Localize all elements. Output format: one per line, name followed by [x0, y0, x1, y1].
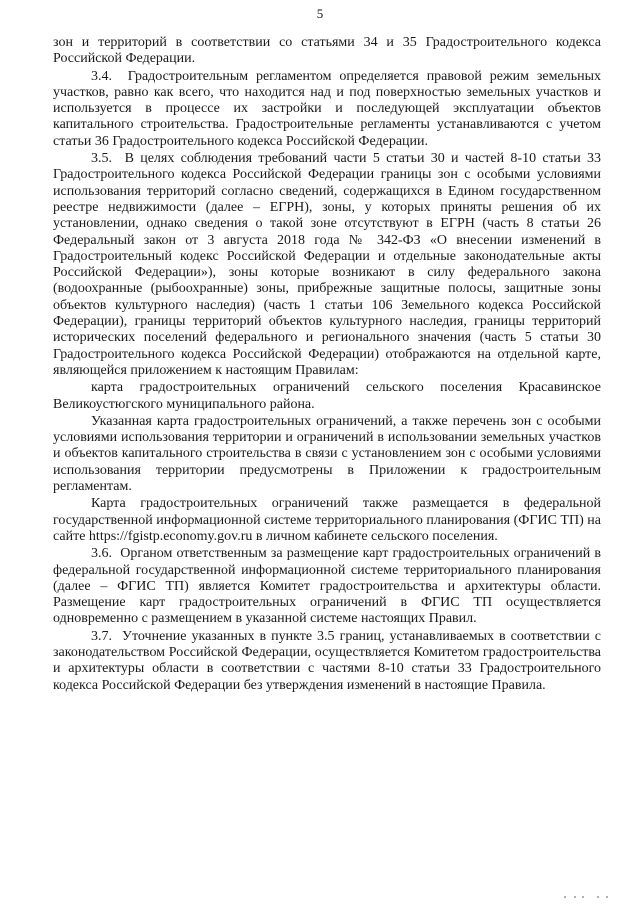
paragraph-3-5: 3.5. В целях соблюдения требований части 5 статьи 30 и частей 8-10 статьи 33 Градостроительного кодекса Российской Федерации границы зон с особыми условиями использования территорий согласно сведений, содержащихся в Едином государственном реестре недвижимости (далее – ЕГРН), зоны, у которых приняты решения об их установлении, однако сведения о такой зоне отсутствуют в ЕГРН (часть 8 статьи 26 Федеральный закон от 3 августа 2018 года № 342-ФЗ «О внесении изменений в Градостроительный кодекс Российской Федерации и отдельные законодательные акты Российской Федерации»), зоны которые возникают в силу федерального закона (водоохранные (рыбоохранные) зоны, прибрежные защитные полосы, защитные зоны объектов культурного наследия) (часть 1 статьи 106 Земельного кодекса Российской Федерации), границы территорий объектов культурного наследия, границы территорий исторических поселений федерального и регионального значения (часть 5 статьи 30 Градостроительного кодекса Российской Федерации) отображаются на отдельной карте, являющейся приложением к настоящим Правилам: — [53, 151, 601, 378]
paragraph-3-4: 3.4. Градостроительным регламентом определяется правовой режим земельных участков, равно как всего, что находится над и под поверхностью земельных участков и используется в процессе их застройки и последующей эксплуатации объектов капитального строительства. Градостроительные регламенты устанавливаются с учетом статьи 36 Градостроительного кодекса Российской Федерации. — [53, 68, 601, 149]
page-number: 5 — [316, 6, 324, 21]
paragraph-map-and-list: Указанная карта градостроительных ограничений, а также перечень зон с особыми условиями использования территории и ограничений в использовании земельных участков и объектов капитального строительства в связи с установлением зон с особыми условиями использования территории предусмотрены в Приложении к градостроительным регламентам. — [53, 413, 601, 495]
document-body — [53, 35, 601, 694]
scan-specks — [560, 896, 620, 900]
paragraph-3-7: 3.7. Уточнение указанных в пункте 3.5 границ, устанавливаемых в соответствии с законодательством Российской Федерации, осуществляется Комитетом градостроительства и архитектуры области в соответствии с частями 8-10 статьи 33 Градостроительного кодекса Российской Федерации без утверждения изменений в настоящие Правила. — [53, 628, 601, 693]
paragraph-map-item: карта градостроительных ограничений сельского поселения Красавинское Великоустюгского муниципального района. — [53, 380, 601, 412]
paragraph-continuation: зон и территорий в соответствии со статьями 34 и 35 Градостроительного кодекса Российской Федерации. — [53, 35, 601, 67]
paragraph-fgis-placement: Карта градостроительных ограничений также размещается в федеральной государственной информационной системе территориального планирования (ФГИС ТП) на сайте https://fgistp.economy.gov.ru в личном кабинете сельского поселения. — [53, 496, 601, 544]
paragraph-3-6: 3.6. Органом ответственным за размещение карт градостроительных ограничений в федеральной государственной информационной системе территориального планирования (далее – ФГИС ТП) является Комитет градостроительства и архитектуры области. Размещение карт градостроительных ограничений в ФГИС ТП осуществляется одновременно с размещением в указанной системе настоящих Правил. — [53, 546, 601, 627]
